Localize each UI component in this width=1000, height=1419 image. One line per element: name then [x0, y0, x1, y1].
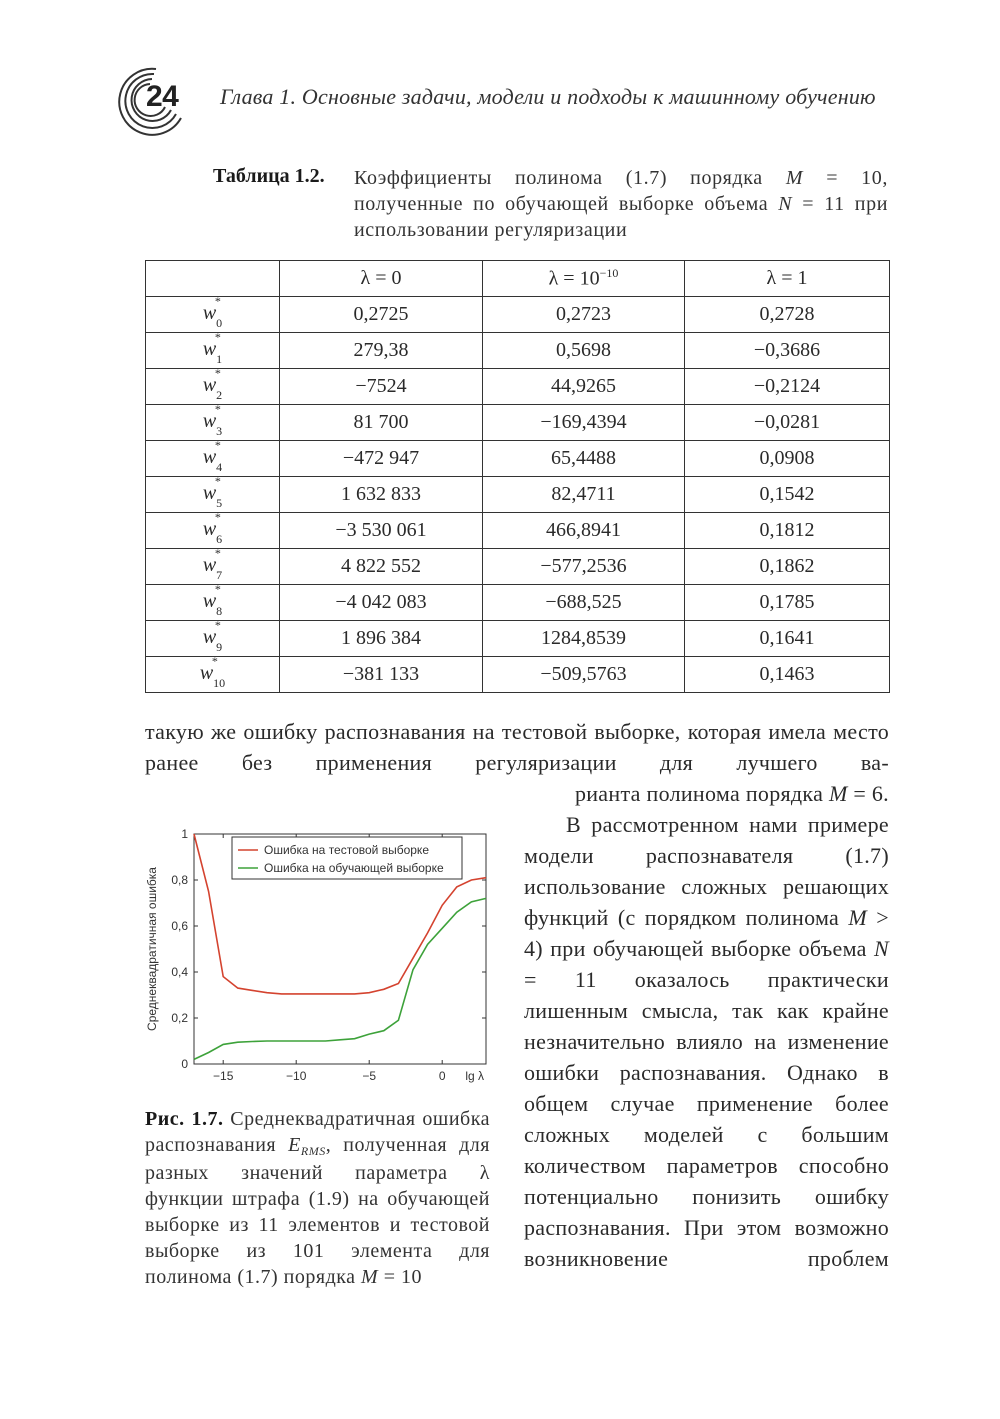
weight-label-cell [146, 401, 280, 441]
y-tick-label: 0,6 [171, 919, 188, 933]
y-tick-label: 0,4 [171, 965, 188, 979]
weight-label [202, 509, 223, 546]
value-lambda-1e-10: 0,5698 [483, 333, 685, 369]
series-line-train [194, 898, 486, 1059]
value-lambda-1: 0,1641 [685, 621, 890, 657]
weight-star: * [214, 293, 221, 308]
value-lambda-0: 4 822 552 [280, 549, 483, 585]
table-caption-label: Таблица 1.2. [213, 165, 325, 187]
table-row [146, 297, 890, 333]
value-lambda-0: 81 700 [280, 405, 483, 441]
caption-part: = 10 [378, 1266, 422, 1288]
weight-symbol: w [202, 553, 217, 576]
text-part: > 4) при обучающей выборке объема [524, 905, 889, 961]
table-row [146, 405, 890, 441]
table-row [146, 477, 890, 513]
value-lambda-1e-10: −688,525 [483, 585, 685, 621]
value-lambda-1e-10: −577,2536 [483, 549, 685, 585]
weight-label [202, 365, 223, 402]
body-paragraph-1: такую же ошибку распознавания на тестовой выборке, которая имела место ранее без применения регуляризации для лучшего ва- [145, 719, 889, 775]
error-chart [140, 822, 500, 1094]
table-row [146, 549, 890, 585]
value-lambda-0: −472 947 [280, 441, 483, 477]
caption-var-m: M [785, 167, 804, 189]
caption-var-n: N [778, 193, 793, 215]
weight-star: * [214, 365, 221, 380]
text-part: = 11 оказалось практически лишенным смысла, так как крайне незначительно влияло на изменение ошибки распознавания. Однако в общем случае применение более сложных моделей с большим количеством параметров способно потенциально понизить ошибку распознавания. При этом возможно возникновение проблем [524, 967, 889, 1271]
body-paragraph-1-end [524, 778, 889, 809]
weight-label [202, 617, 223, 654]
x-tick-label: −5 [362, 1069, 377, 1083]
x-tick-label: 0 [438, 1069, 446, 1083]
value-lambda-1e-10: 0,2723 [483, 297, 685, 333]
value-lambda-1: 0,1862 [685, 549, 890, 585]
value-lambda-1: −0,3686 [685, 333, 890, 369]
weight-label [202, 437, 223, 474]
weight-label-cell [146, 617, 280, 657]
caption-part: = 10, полученные по обучающей выборке объема [354, 167, 888, 215]
legend-entry: Ошибка на тестовой выборке [264, 843, 429, 857]
weight-label-cell [146, 293, 280, 333]
value-lambda-1e-10: −169,4394 [483, 405, 685, 441]
caption-var-e: E [288, 1134, 301, 1156]
weight-index: 3 [216, 423, 223, 438]
weight-star: * [214, 581, 221, 596]
weight-symbol: w [199, 661, 214, 684]
text-part: = 6. [847, 781, 889, 806]
header-cell-lambda-1e-10 [483, 261, 685, 297]
figure-label: Рис. 1.7. [145, 1108, 224, 1130]
weight-star: * [214, 473, 221, 488]
coefficients-table [145, 260, 890, 693]
weight-label [202, 401, 223, 438]
weight-index: 7 [216, 567, 223, 582]
value-lambda-1: −0,0281 [685, 405, 890, 441]
value-lambda-0: 279,38 [280, 333, 483, 369]
weight-index: 4 [216, 459, 223, 474]
weight-star: * [214, 509, 221, 524]
value-lambda-1: −0,2124 [685, 369, 890, 405]
value-lambda-1e-10: −509,5763 [483, 657, 685, 693]
weight-index: 1 [216, 351, 223, 366]
weight-star: * [214, 617, 221, 632]
figure-caption [145, 1106, 490, 1290]
value-lambda-0: −7524 [280, 369, 483, 405]
weight-index: 8 [216, 603, 223, 618]
value-lambda-0: 0,2725 [280, 297, 483, 333]
table-row [146, 441, 890, 477]
table-row [146, 513, 890, 549]
x-tick-label: −10 [286, 1069, 307, 1083]
value-lambda-1e-10: 1284,8539 [483, 621, 685, 657]
weight-label-cell [146, 365, 280, 405]
weight-symbol: w [202, 625, 217, 648]
header-label: λ = 10 [548, 267, 600, 290]
y-tick-label: 0,2 [171, 1011, 188, 1025]
weight-label [202, 329, 223, 366]
weight-index: 10 [213, 675, 226, 690]
weight-index: 5 [216, 495, 223, 510]
caption-part: = 11 при использовании регуляризации [354, 193, 889, 241]
header-exponent: −10 [599, 266, 619, 281]
weight-symbol: w [202, 445, 217, 468]
x-axis-label: lg λ [465, 1069, 484, 1083]
value-lambda-0: −4 042 083 [280, 585, 483, 621]
var-m: M [828, 781, 848, 806]
table-header-row [146, 261, 890, 297]
header-cell-empty [146, 261, 280, 297]
value-lambda-0: −381 133 [280, 657, 483, 693]
value-lambda-1: 0,0908 [685, 441, 890, 477]
weight-star: * [214, 329, 221, 344]
weight-label-cell [146, 509, 280, 549]
value-lambda-1e-10: 65,4488 [483, 441, 685, 477]
table-body [146, 293, 890, 693]
value-lambda-1: 0,1463 [685, 657, 890, 693]
weight-label-cell [146, 437, 280, 477]
legend-entry: Ошибка на обучающей выборке [264, 861, 444, 875]
header-cell-lambda-1: λ = 1 [685, 261, 890, 297]
running-head: Глава 1. Основные задачи, модели и подходы к машинному обучению [220, 84, 876, 109]
table-row [146, 657, 890, 693]
caption-part: Среднеквадратичная ошибка распознавания [145, 1108, 490, 1156]
y-axis-label: Среднеквадратичная ошибка [145, 867, 159, 1031]
body-paragraph-2 [524, 809, 889, 1274]
value-lambda-0: −3 530 061 [280, 513, 483, 549]
caption-var-m: M [361, 1266, 379, 1288]
value-lambda-0: 1 632 833 [280, 477, 483, 513]
value-lambda-1: 0,2728 [685, 297, 890, 333]
value-lambda-1: 0,1812 [685, 513, 890, 549]
caption-part: Коэффициенты полинома (1.7) порядка [354, 167, 786, 189]
table-row [146, 333, 890, 369]
page-number: 24 [146, 80, 179, 113]
table-caption-text [354, 165, 888, 243]
var-n: N [874, 936, 889, 961]
weight-symbol: w [202, 301, 217, 324]
y-tick-label: 1 [181, 827, 188, 841]
header-cell-lambda-0: λ = 0 [280, 261, 483, 297]
weight-star: * [214, 545, 221, 560]
weight-star: * [214, 401, 221, 416]
y-tick-label: 0,8 [171, 873, 188, 887]
value-lambda-1e-10: 466,8941 [483, 513, 685, 549]
weight-label [202, 545, 223, 582]
caption-part: , полученная для разных значений параметра λ функции штрафа (1.9) на обучающей выборке из 11 элементов и тестовой выборке из 101 элемента для полинома (1.7) порядка [145, 1134, 490, 1288]
value-lambda-1: 0,1785 [685, 585, 890, 621]
weight-symbol: w [202, 481, 217, 504]
weight-label-cell [146, 329, 280, 369]
weight-symbol: w [202, 373, 217, 396]
weight-label-cell [146, 473, 280, 513]
x-tick-label: −15 [213, 1069, 234, 1083]
weight-index: 9 [216, 639, 223, 654]
value-lambda-1e-10: 44,9265 [483, 369, 685, 405]
table-row [146, 369, 890, 405]
table-row [146, 585, 890, 621]
caption-sub-rms: RMS [300, 1144, 326, 1158]
weight-label [202, 293, 223, 330]
weight-symbol: w [202, 337, 217, 360]
value-lambda-1e-10: 82,4711 [483, 477, 685, 513]
y-tick-label: 0 [181, 1057, 188, 1071]
weight-label [202, 473, 223, 510]
text-part: рианта полинома порядка [574, 781, 829, 806]
value-lambda-1: 0,1542 [685, 477, 890, 513]
var-m: M [848, 905, 868, 930]
weight-index: 0 [216, 315, 223, 330]
weight-index: 6 [216, 531, 223, 546]
weight-label [199, 653, 226, 690]
weight-index: 2 [216, 387, 223, 402]
weight-symbol: w [202, 409, 217, 432]
table-row [146, 621, 890, 657]
weight-label-cell [146, 653, 280, 693]
weight-star: * [211, 653, 218, 668]
weight-label [202, 581, 223, 618]
weight-symbol: w [202, 517, 217, 540]
weight-label-cell [146, 545, 280, 585]
value-lambda-0: 1 896 384 [280, 621, 483, 657]
weight-star: * [214, 437, 221, 452]
text-part: В рассмотренном нами примере модели распознавателя (1.7) использование сложных решающих функций (с порядком полинома [524, 812, 889, 930]
weight-symbol: w [202, 589, 217, 612]
weight-label-cell [146, 581, 280, 621]
